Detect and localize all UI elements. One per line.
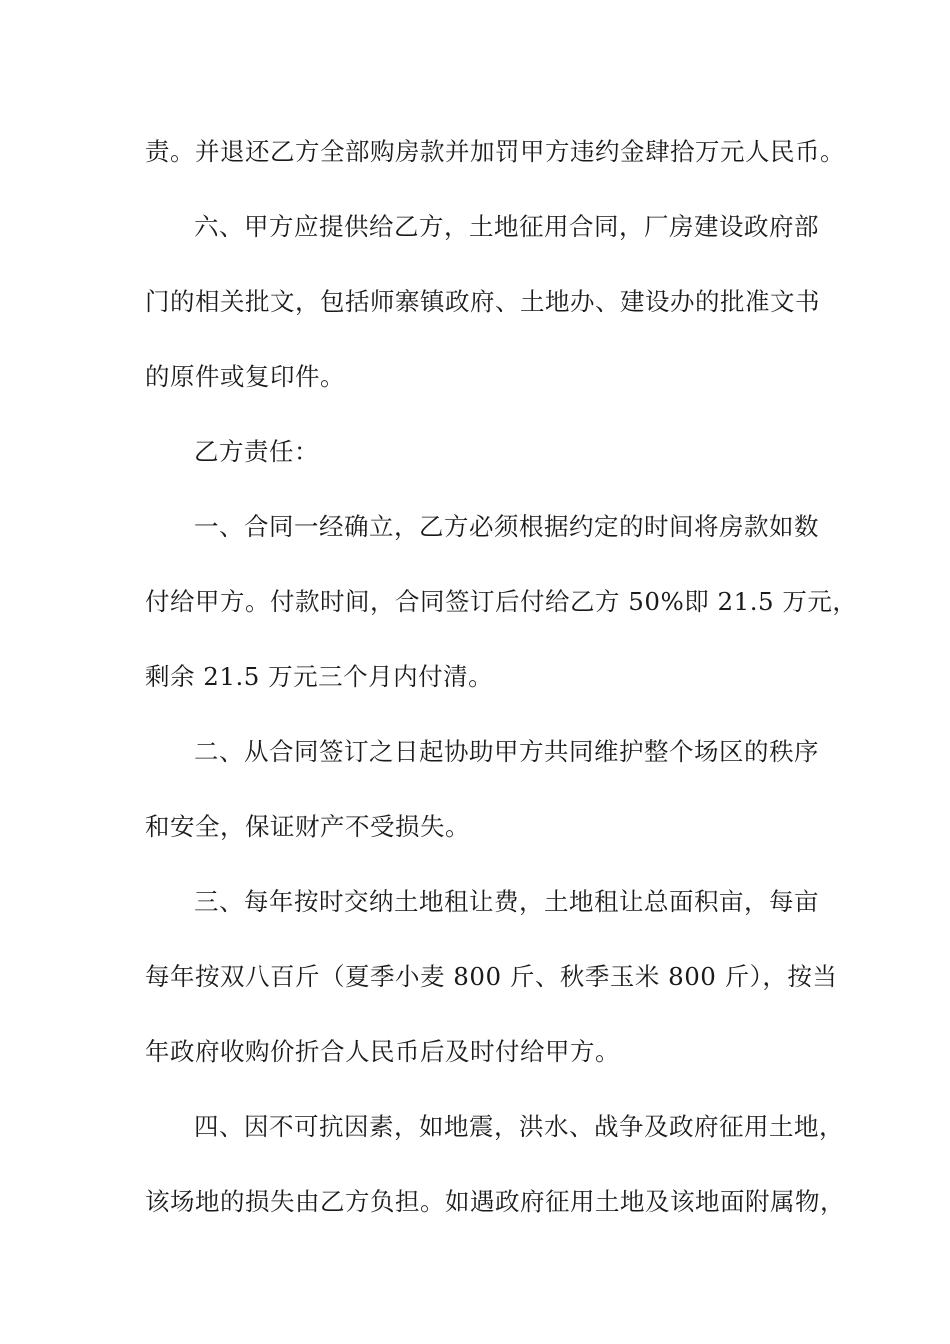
paragraph-line: 四、因不可抗因素，如地震，洪水、战争及政府征用土地， — [194, 1112, 844, 1141]
text-line: 付给甲方。付款时间，合同签订后付给乙方 50%即 21.5 万元， — [145, 587, 858, 616]
section-heading: 乙方责任： — [194, 437, 319, 466]
paragraph-line: 六、甲方应提供给乙方，土地征用合同，厂房建设政府部 — [194, 212, 819, 241]
text-line: 责。并退还乙方全部购房款并加罚甲方违约金肆拾万元人民币。 — [145, 137, 845, 166]
text-line: 和安全，保证财产不受损失。 — [145, 812, 470, 841]
text-line: 门的相关批文，包括师寨镇政府、土地办、建设办的批准文书 — [145, 287, 820, 316]
paragraph-line: 二、从合同签订之日起协助甲方共同维护整个场区的秩序 — [194, 737, 819, 766]
text-line: 该场地的损失由乙方负担。如遇政府征用土地及该地面附属物， — [145, 1187, 845, 1216]
text-line: 每年按双八百斤（夏季小麦 800 斤、秋季玉米 800 斤），按当 — [145, 962, 838, 991]
text-line: 的原件或复印件。 — [145, 362, 345, 391]
paragraph-line: 三、每年按时交纳土地租让费，土地租让总面积亩，每亩 — [194, 887, 819, 916]
text-line: 年政府收购价折合人民币后及时付给甲方。 — [145, 1037, 620, 1066]
text-line: 剩余 21.5 万元三个月内付清。 — [145, 662, 494, 691]
paragraph-line: 一、合同一经确立，乙方必须根据约定的时间将房款如数 — [194, 512, 819, 541]
